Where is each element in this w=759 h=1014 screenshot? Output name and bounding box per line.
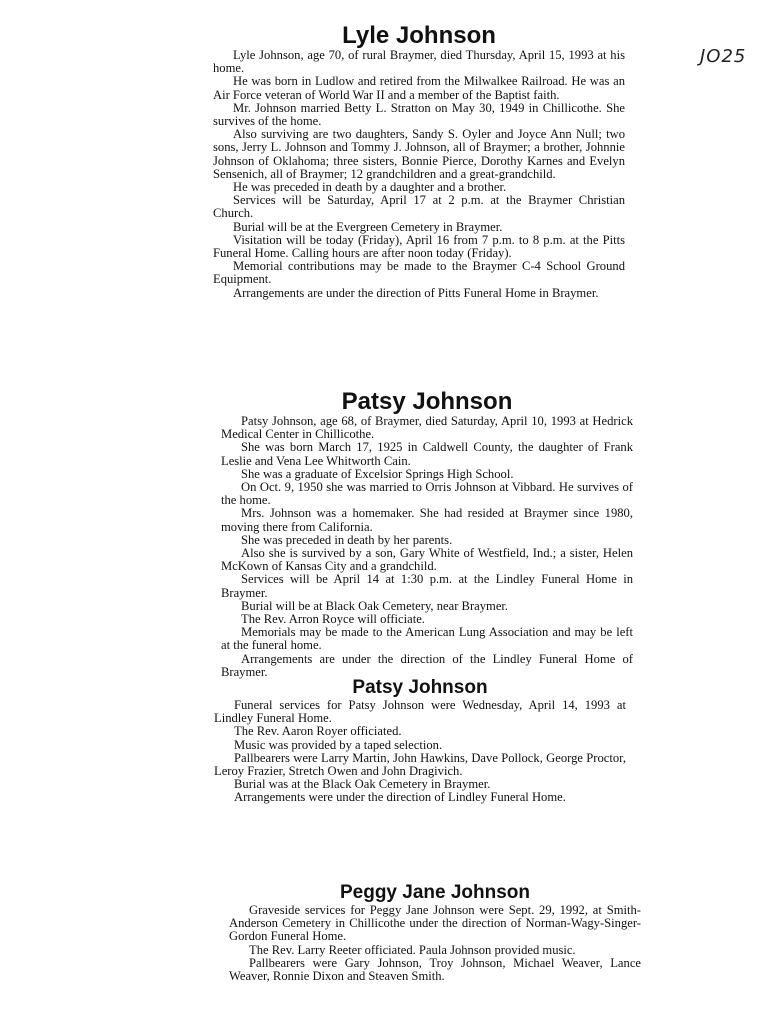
obituary xyxy=(214,677,626,805)
obituary-paragraph: She was born March 17, 1925 in Caldwell County, the daughter of Frank Leslie and Vena Lee Whitworth Cain. xyxy=(221,440,633,468)
obituary-paragraph: The Rev. Arron Royce will officiate. xyxy=(241,612,425,627)
obituary-paragraph: He was preceded in death by a daughter and a brother. xyxy=(233,180,507,195)
obituary-title: Patsy Johnson xyxy=(352,677,488,698)
obituary-paragraph: Graveside services for Peggy Jane Johnson were Sept. 29, 1992, at Smith-Anderson Cemetery in Chillicothe under the direction of Norman-Wagy-Singer-Gordon Funeral Home. xyxy=(229,903,641,944)
obituary-paragraph: Services will be Saturday, April 17 at 2 p.m. at the Braymer Christian Church. xyxy=(213,193,625,221)
obituary-paragraph: Music was provided by a taped selection. xyxy=(234,737,443,752)
obituary-paragraph: Arrangements are under the direction of the Lindley Funeral Home of Braymer. xyxy=(221,651,633,679)
obituary-paragraph: Services will be April 14 at 1:30 p.m. at the Lindley Funeral Home in Braymer. xyxy=(221,572,633,600)
obituary-paragraph: Mrs. Johnson was a homemaker. She had resided at Braymer since 1980, moving there from California. xyxy=(221,506,633,534)
obituary-paragraph: Memorials may be made to the American Lung Association and may be left at the funeral home. xyxy=(221,625,633,653)
obituary-title: Patsy Johnson xyxy=(341,388,513,415)
handwritten-mark: JO25 xyxy=(700,46,747,67)
obituary xyxy=(213,22,625,300)
obituary-paragraph: Also she is survived by a son, Gary White of Westfield, Ind.; a sister, Helen McKown of Kansas City and a grandchild. xyxy=(221,546,633,574)
obituary-paragraph: Burial will be at the Evergreen Cemetery in Braymer. xyxy=(233,219,503,234)
obituary-paragraph: Funeral services for Patsy Johnson were Wednesday, April 14, 1993 at Lindley Funeral Home. xyxy=(214,698,626,726)
obituary xyxy=(229,882,641,983)
obituary-paragraph: Visitation will be today (Friday), April 16 from 7 p.m. to 8 p.m. at the Pitts Funeral Home. Calling hours are after noon today (Friday). xyxy=(213,232,625,261)
obituary-paragraph: Arrangements are under the direction of Pitts Funeral Home in Braymer. xyxy=(233,285,599,300)
obituary-title: Lyle Johnson xyxy=(342,22,496,49)
obituary-paragraph: Burial was at the Black Oak Cemetery in Braymer. xyxy=(234,777,491,792)
obituary-paragraph: Lyle Johnson, age 70, of rural Braymer, died Thursday, April 15, 1993 at his home. xyxy=(213,48,625,76)
obituary-paragraph: Patsy Johnson, age 68, of Braymer, died Saturday, April 10, 1993 at Hedrick Medical Center in Chillicothe. xyxy=(221,414,633,442)
obituary-paragraph: The Rev. Larry Reeter officiated. Paula Johnson provided music. xyxy=(249,942,576,957)
obituary-paragraph: Memorial contributions may be made to the Braymer C-4 School Ground Equipment. xyxy=(213,259,625,287)
obituary xyxy=(221,388,633,679)
obituary-paragraph: On Oct. 9, 1950 she was married to Orris Johnson at Vibbard. He survives of the home. xyxy=(221,480,633,508)
obituary-paragraph: She was a graduate of Excelsior Springs High School. xyxy=(241,466,514,481)
obituary-paragraph: Pallbearers were Larry Martin, John Hawkins, Dave Pollock, George Proctor, Leroy Frazier, Stretch Owen and John Dragivich. xyxy=(214,750,626,779)
obituary-paragraph: Mr. Johnson married Betty L. Stratton on May 30, 1949 in Chillicothe. She survives of the home. xyxy=(213,100,625,129)
obituary-paragraph: Also surviving are two daughters, Sandy S. Oyler and Joyce Ann Null; two sons, Jerry L. Johnson and Tommy J. Johnson, all of Braymer; a brother, Johnnie Johnson of Oklahoma; three sisters, Bonnie Pierce, Dorothy Karnes and Evelyn Sensenich, all of Braymer; 12 grandchildren and a great-grandchild. xyxy=(213,127,625,181)
obituary-paragraph: Pallbearers were Gary Johnson, Troy Johnson, Michael Weaver, Lance Weaver, Ronnie Dixon and Steaven Smith. xyxy=(229,955,641,984)
obituary-title: Peggy Jane Johnson xyxy=(339,882,531,903)
obituary-paragraph: The Rev. Aaron Royer officiated. xyxy=(234,724,402,739)
obituary-paragraph: He was born in Ludlow and retired from the Milwalkee Railroad. He was an Air Force veteran of World War II and a member of the Baptist faith. xyxy=(213,74,625,102)
obituary-paragraph: Burial will be at Black Oak Cemetery, near Braymer. xyxy=(241,598,509,613)
obituary-paragraph: Arrangements were under the direction of Lindley Funeral Home. xyxy=(234,790,566,805)
obituary-paragraph: She was preceded in death by her parents. xyxy=(241,532,453,547)
